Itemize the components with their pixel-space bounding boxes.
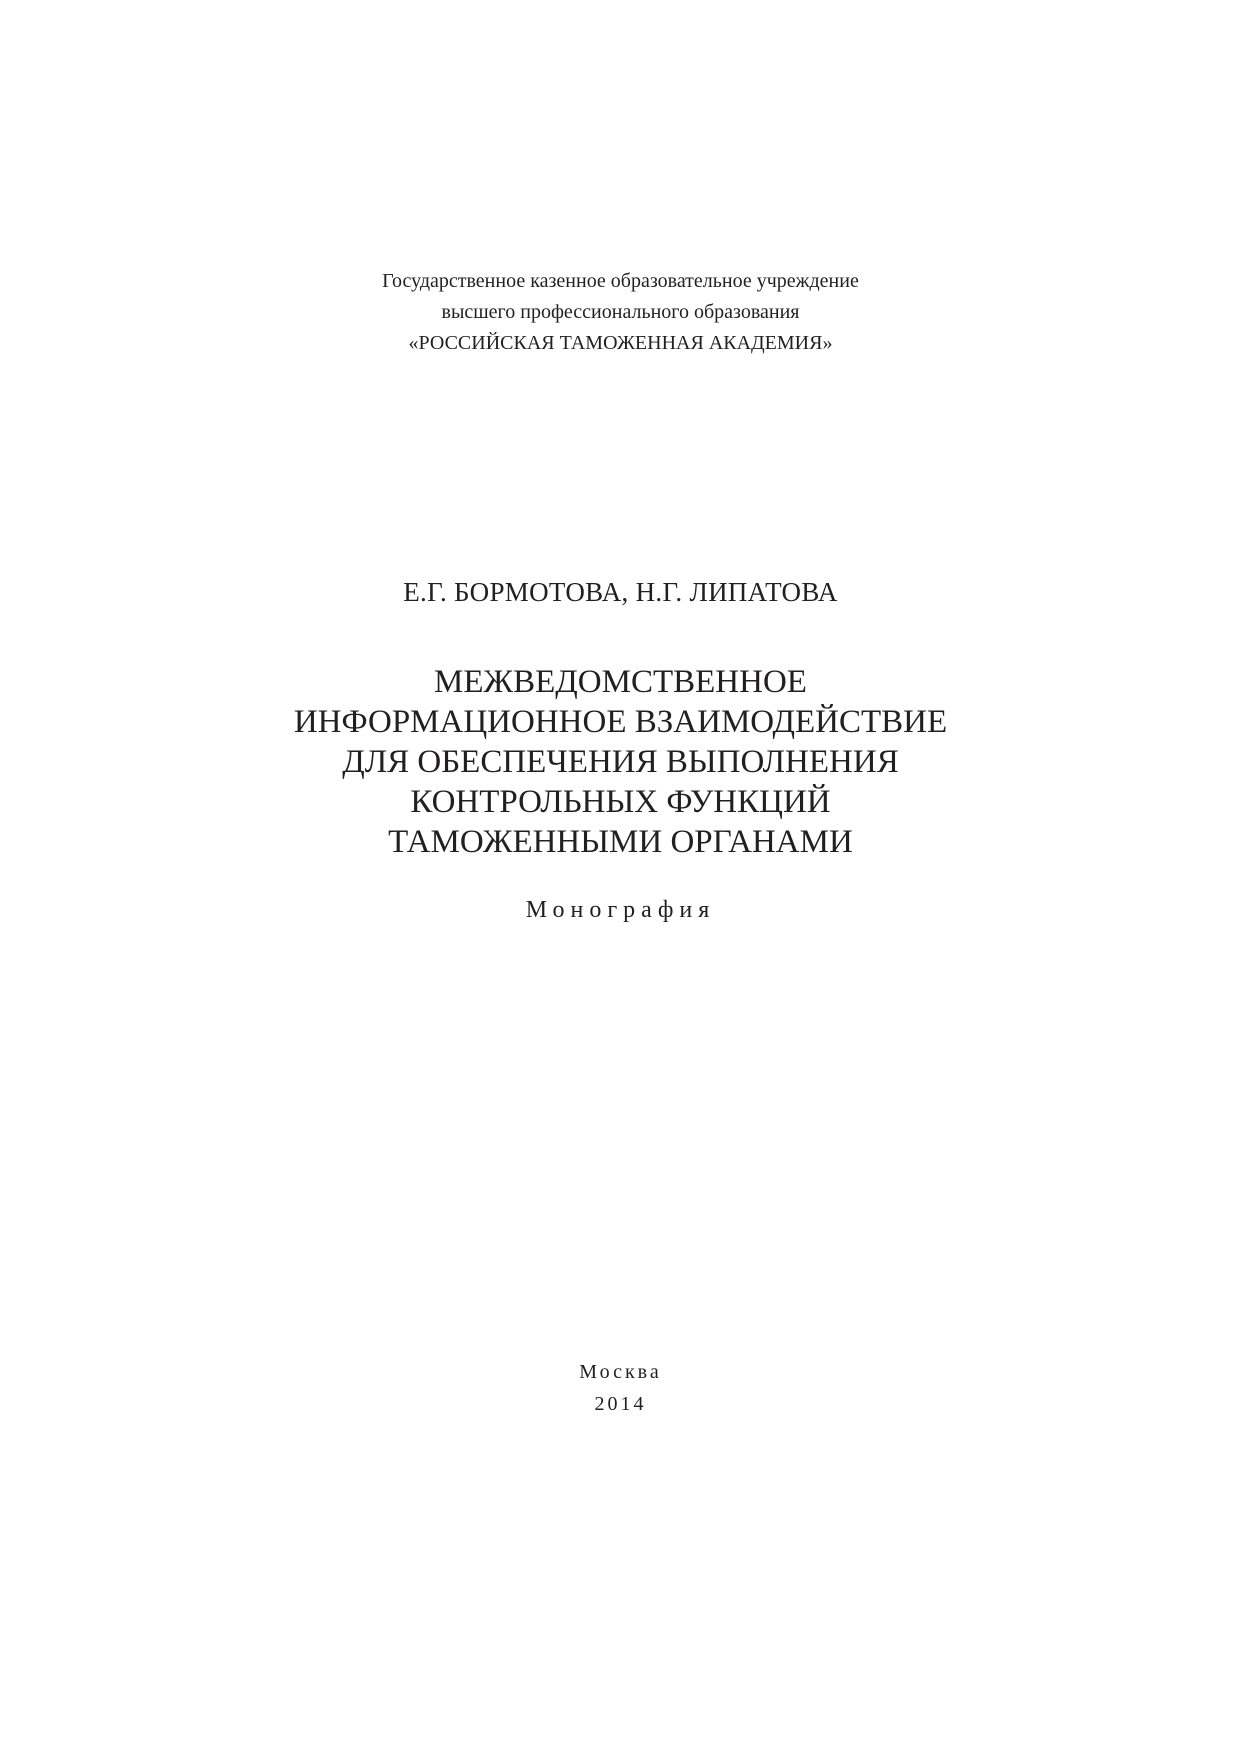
- authors: Е.Г. БОРМОТОВА, Н.Г. ЛИПАТОВА: [403, 577, 838, 607]
- institution-header: [0, 266, 1241, 359]
- genre-label: Монография: [525, 897, 716, 923]
- institution-line-1: Государственное казенное образовательное учреждение: [382, 270, 859, 292]
- institution-line-2: высшего профессионального образования: [441, 301, 800, 323]
- title-line-1: МЕЖВЕДОМСТВЕННОЕ: [434, 664, 807, 700]
- imprint-city: Москва: [579, 1361, 662, 1383]
- book-title: [0, 662, 1241, 862]
- title-line-2: ИНФОРМАЦИОННОЕ ВЗАИМОДЕЙСТВИЕ: [293, 704, 948, 740]
- institution-line-3: «РОССИЙСКАЯ ТАМОЖЕННАЯ АКАДЕМИЯ»: [408, 332, 833, 354]
- title-line-3: ДЛЯ ОБЕСПЕЧЕНИЯ ВЫПОЛНЕНИЯ: [342, 744, 899, 780]
- title-line-5: ТАМОЖЕННЫМИ ОРГАНАМИ: [388, 824, 853, 860]
- imprint-year: 2014: [594, 1393, 647, 1415]
- title-line-4: КОНТРОЛЬНЫХ ФУНКЦИЙ: [410, 784, 831, 820]
